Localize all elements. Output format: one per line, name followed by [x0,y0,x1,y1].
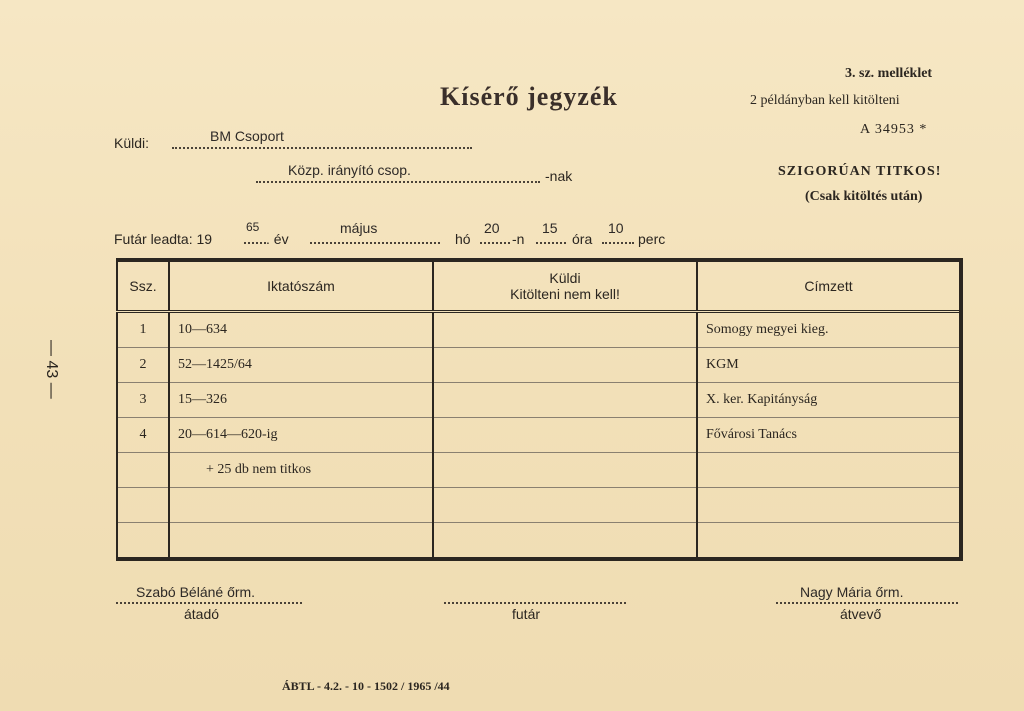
recipient-suffix: -nak [545,168,573,184]
header-sender-note: Kitölteni nem kell! [510,286,620,302]
row-ref: 20—614—620-ig [169,418,433,453]
classification-label: SZIGORÚAN TITKOS! [778,164,942,179]
table-row [117,418,961,453]
courier-minute: 10 [608,220,624,236]
row-sender [433,348,697,383]
giver-line [116,600,302,604]
header-sender-label: Küldi [549,270,581,286]
row-no: 4 [117,418,169,453]
table-row [117,488,961,523]
sender-value: BM Csoport [210,128,284,144]
row-addressee: Fővárosi Tanács [697,418,961,453]
recipient-value: Közp. irányító csop. [288,162,411,178]
year-label: . év [266,231,289,247]
row-no: 3 [117,383,169,418]
header-sender [433,260,697,312]
courier-year: 65 [246,220,260,234]
hour-label: óra [572,231,593,247]
receiver-line [776,600,958,604]
courier-label: Futár leadta: 19 [114,231,213,247]
row-sender [433,383,697,418]
row-sender [433,312,697,348]
receiver-name: Nagy Mária őrm. [800,584,904,600]
header-no: Ssz. [117,260,169,312]
giver-name: Szabó Béláné őrm. [136,584,256,600]
table-row [117,312,961,348]
courier-sign-label: futár [512,606,541,622]
table-row [117,453,961,488]
classification-note: (Csak kitöltés után) [805,189,923,204]
row-addressee: KGM [697,348,961,383]
table-row [117,383,961,418]
side-page-number: — 43 — [43,340,60,399]
row-addressee: X. ker. Kapitányság [697,383,961,418]
register-table [116,258,963,561]
row-addressee: Somogy megyei kieg. [697,312,961,348]
document-number: A 34953 * [860,122,928,137]
copies-note: 2 példányban kell kitölteni [750,93,900,108]
annex-label: 3. sz. melléklet [845,66,933,81]
row-no: 1 [117,312,169,348]
table-header-row [117,260,961,312]
courier-month: május [340,220,378,236]
row-ref: 15—326 [169,383,433,418]
header-ref: Iktatószám [169,260,433,312]
giver-label: átadó [184,606,220,622]
header-addressee: Címzett [697,260,961,312]
table-row [117,523,961,560]
courier-hour: 15 [542,220,558,236]
sender-label: Küldi: [114,135,150,151]
courier-line [444,600,626,604]
document-title: Kísérő jegyzék [440,82,618,111]
courier-day: 20 [484,220,500,236]
receiver-label: átvevő [840,606,882,622]
row-no: 2 [117,348,169,383]
row-sender [433,418,697,453]
table-row [117,348,961,383]
day-suffix: -n [512,231,525,247]
minute-label: perc [638,231,666,247]
row-ref: 52—1425/64 [169,348,433,383]
archive-reference: ÁBTL - 4.2. - 10 - 1502 / 1965 /44 [282,679,450,693]
extra-note: + 25 db nem titkos [169,453,433,488]
month-label: hó [455,231,471,247]
row-ref: 10—634 [169,312,433,348]
